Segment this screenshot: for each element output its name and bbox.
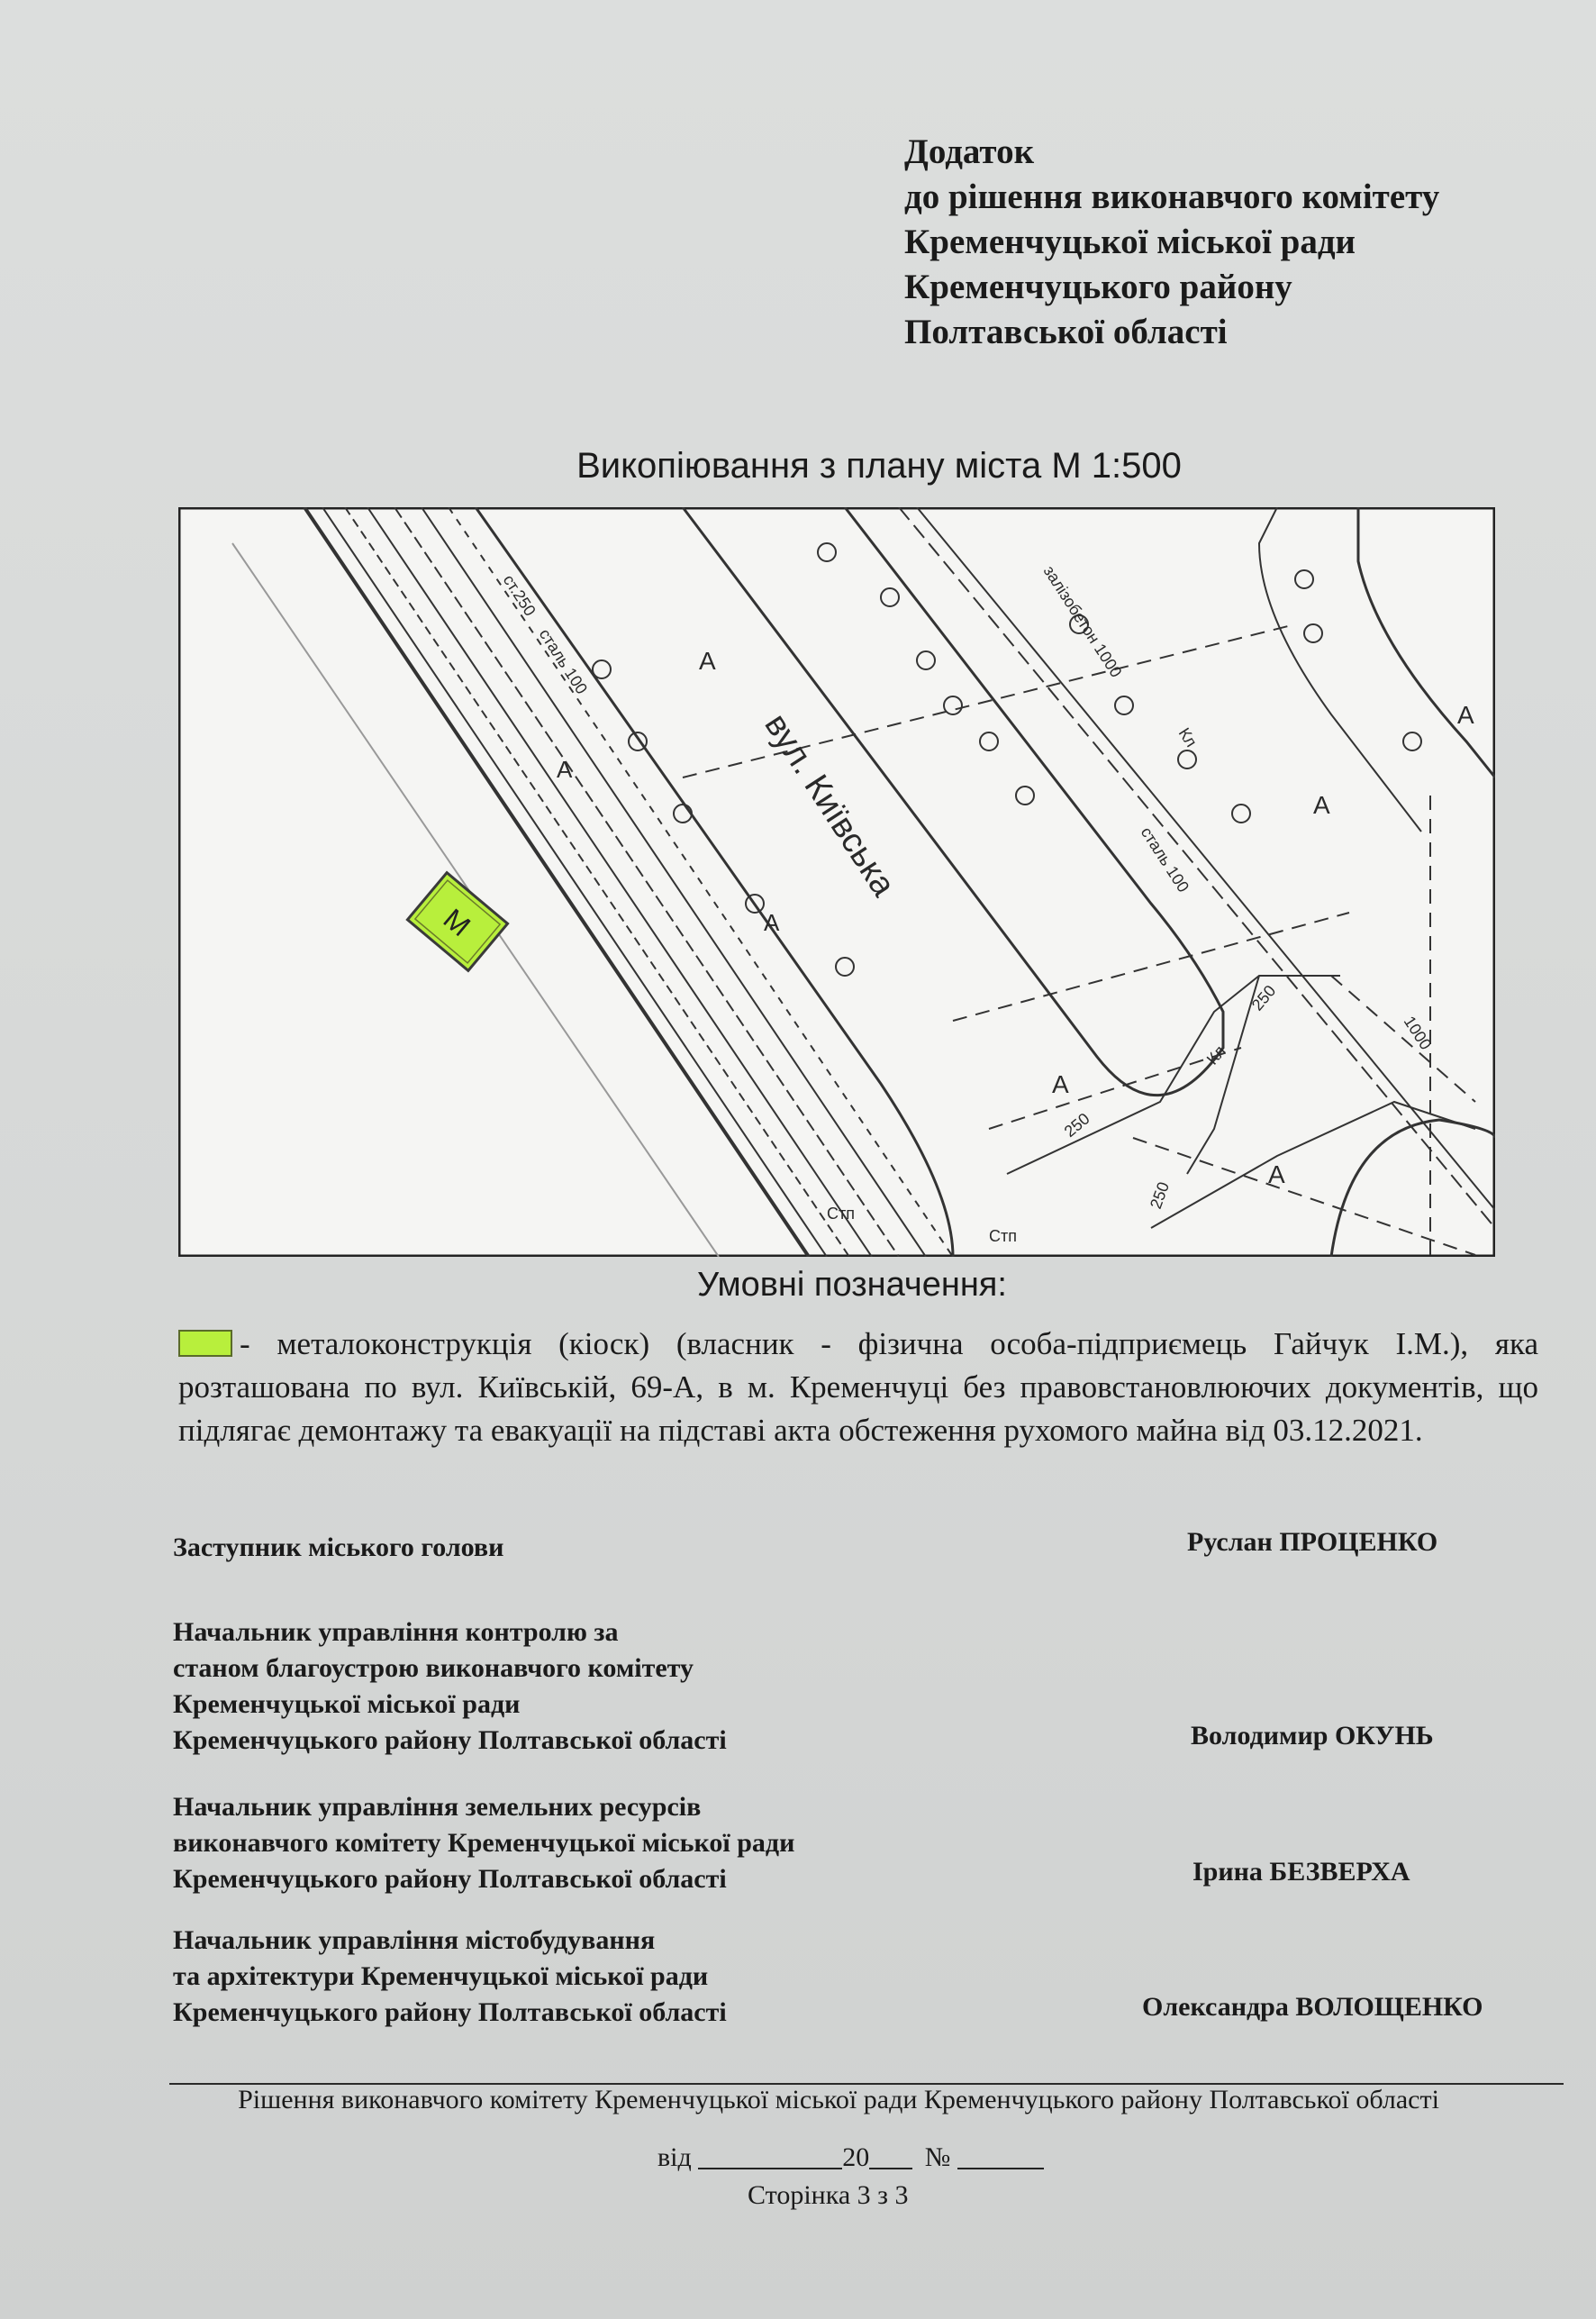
zone-label: А	[557, 756, 573, 783]
signature-position: Начальник управління містобудування та архітектури Кременчуцької міської ради Кременчуцького району Полтавської області	[173, 1925, 727, 2027]
signature-name: Ірина БЕЗВЕРХА	[1192, 1857, 1410, 1887]
pipe-label: сталь 100	[535, 625, 592, 697]
pipe-label: залізобетон 1000	[1039, 562, 1126, 681]
pipe-label: 250	[1060, 1109, 1093, 1141]
plan-title: Викопіювання з плану міста М 1:500	[576, 446, 1182, 486]
pipe-label: Кл	[1174, 724, 1201, 750]
zone-label: А	[764, 909, 780, 936]
zone-label: А	[699, 647, 716, 675]
zone-label: А	[1268, 1160, 1285, 1188]
pipe-label: Кл	[1202, 1041, 1229, 1069]
pipe-label: сталь 100	[1137, 823, 1193, 896]
annex-line: Додаток	[904, 132, 1035, 171]
pipe-label: ст.250	[499, 571, 540, 620]
street-label: вул. Київська	[757, 707, 902, 904]
footer-date-number: від 20 №	[657, 2141, 1044, 2173]
annex-line: Кременчуцької міської ради	[904, 223, 1356, 261]
signature-name: Руслан ПРОЦЕНКО	[1187, 1527, 1438, 1557]
zone-label: А	[1457, 701, 1474, 729]
zone-label: А	[1313, 791, 1330, 819]
zone-label: А	[1052, 1070, 1069, 1098]
kiosk-swatch	[178, 1330, 232, 1357]
annex-line: Кременчуцького району	[904, 268, 1292, 306]
signature-position: Заступник міського голови	[173, 1532, 504, 1562]
annex-line: Полтавської області	[904, 313, 1228, 351]
signature-position: Начальник управління контролю за станом благоустрою виконавчого комітету Кременчуцької міської ради Кременчуцького району Полтавської області	[173, 1617, 727, 1755]
pipe-label: Стп	[827, 1205, 855, 1223]
signature-name: Олександра ВОЛОЩЕНКО	[1142, 1992, 1483, 2022]
pipe-label: 1000	[1400, 1013, 1436, 1053]
annex-header	[904, 130, 1439, 355]
annex-line: до рішення виконавчого комітету	[904, 177, 1440, 216]
city-plan-map	[178, 507, 1495, 1257]
pipe-label: 250	[1146, 1179, 1174, 1212]
legend-text: - металоконструкція (кіоск) (власник - фізична особа-підприємець Гайчук І.М.), яка розташована по вул. Київській, 69-А, в м. Кременчуці без правовстановлюючих документів, що підлягає демонтажу та евакуації на підставі акта обстеження рухомого майна від 03.12.2021.	[178, 1326, 1538, 1448]
pipe-label: Стп	[989, 1227, 1017, 1245]
kiosk-label: М	[437, 902, 477, 943]
legend-title: Умовні позначення:	[697, 1266, 1007, 1304]
signature-position: Начальник управління земельних ресурсів виконавчого комітету Кременчуцької міської ради Кременчуцького району Полтавської області	[173, 1792, 795, 1894]
signature-name: Володимир ОКУНЬ	[1191, 1721, 1434, 1751]
legend-entry	[178, 1323, 1538, 1452]
pipe-label: 250	[1247, 981, 1280, 1014]
page-number: Сторінка 3 з 3	[748, 2180, 909, 2210]
footer-decision: Рішення виконавчого комітету Кременчуцької міської ради Кременчуцького району Полтавської області	[238, 2085, 1439, 2114]
